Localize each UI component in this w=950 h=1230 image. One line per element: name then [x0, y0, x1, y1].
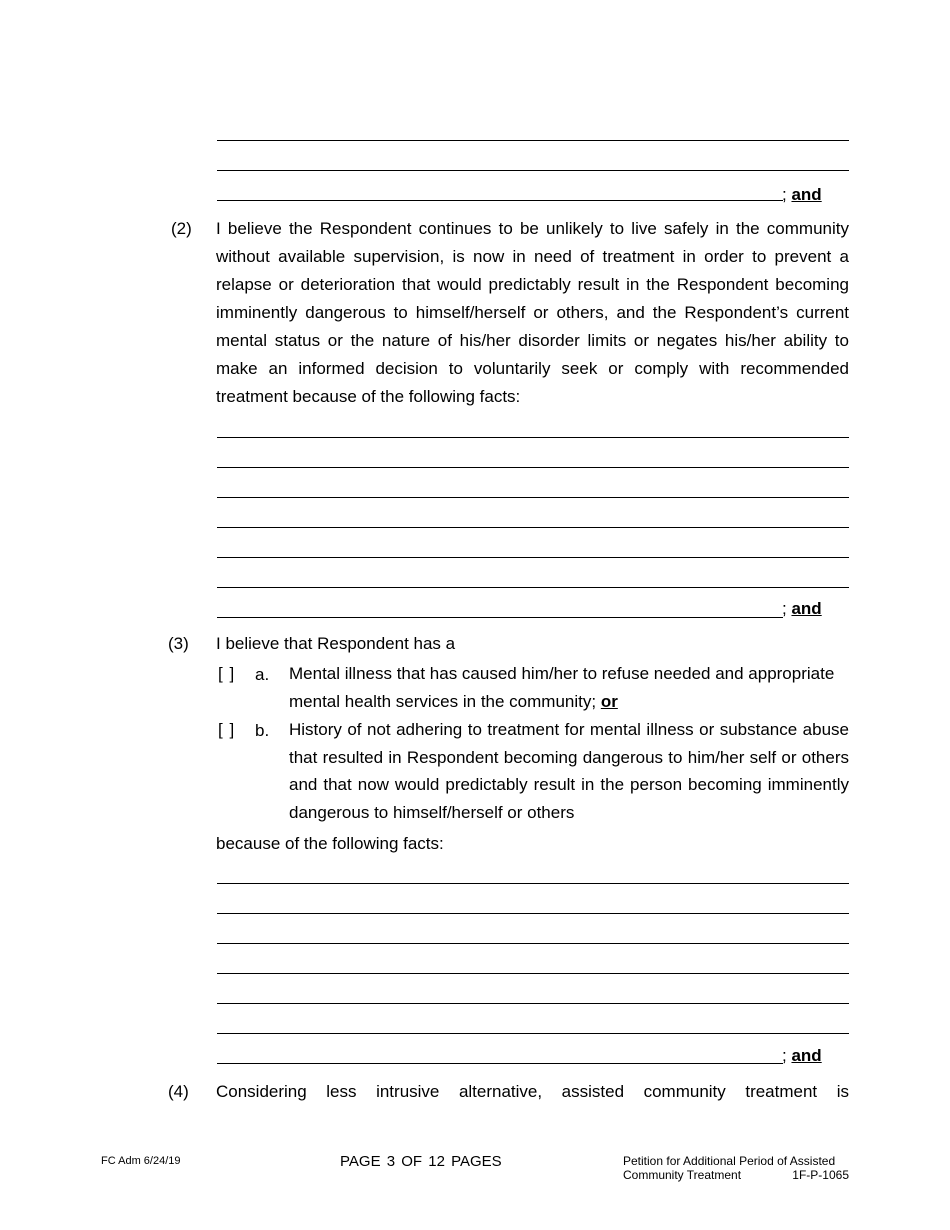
- and-tail: [782, 185, 822, 205]
- section-4-text: Considering less intrusive alternative, assisted community treatment is: [216, 1082, 849, 1101]
- fact-line[interactable]: [217, 170, 849, 171]
- fact-line[interactable]: [217, 467, 849, 468]
- fact-line[interactable]: [217, 943, 849, 944]
- section-number-2: (2): [171, 219, 192, 238]
- and-tail: [782, 1046, 822, 1066]
- and-label: and: [791, 599, 822, 618]
- option-a-letter: a.: [255, 665, 270, 684]
- fact-line[interactable]: [217, 913, 849, 914]
- checkbox-option-b[interactable]: [ ]: [218, 720, 236, 739]
- fact-line[interactable]: [217, 437, 849, 438]
- separator: ;: [782, 185, 787, 204]
- section-number-3: (3): [168, 634, 189, 653]
- form-title-line1: Petition for Additional Period of Assisted: [623, 1154, 836, 1168]
- page-number: PAGE 3 OF 12 PAGES: [340, 1153, 502, 1170]
- and-label: and: [791, 1046, 822, 1065]
- fact-line[interactable]: [217, 1003, 849, 1004]
- option-b-text: History of not adhering to treatment for mental illness or substance abuse that resulted in Respondent becoming dangerous to him/her self or others and that now would predictably result in the person becoming imminently dangerous to himself/herself or others: [289, 720, 849, 822]
- option-b-letter: b.: [255, 721, 270, 740]
- checkbox-option-a[interactable]: [ ]: [218, 664, 236, 683]
- or-label: or: [600, 691, 618, 711]
- fact-line[interactable]: [217, 1033, 849, 1034]
- fact-line[interactable]: [217, 497, 849, 498]
- and-label: and: [791, 185, 822, 204]
- section-number-4: (4): [168, 1082, 189, 1101]
- fact-line[interactable]: [217, 973, 849, 974]
- option-a-body: Mental illness that has caused him/her to refuse needed and appropriate mental health services in the community;: [289, 664, 835, 711]
- fact-line[interactable]: [217, 200, 783, 201]
- section-3-intro: I believe that Respondent has a: [216, 634, 456, 653]
- fact-line[interactable]: [217, 617, 783, 618]
- form-date: FC Adm 6/24/19: [101, 1155, 181, 1167]
- separator: ;: [782, 1046, 787, 1065]
- option-a-text: [289, 660, 849, 715]
- section-2-text: I believe the Respondent continues to be unlikely to live safely in the community without available supervision, is now in need of treatment in order to prevent a relapse or deterioration that would predictably result in the Respondent becoming imminently dangerous to himself/herself or others, and the Respondent’s current mental status or the nature of his/her disorder limits or negates his/her ability to make an informed decision to voluntarily seek or comply with recommended treatment because of the following facts:: [216, 219, 849, 406]
- fact-line[interactable]: [217, 140, 849, 141]
- fact-line[interactable]: [217, 883, 849, 884]
- fact-line[interactable]: [217, 527, 849, 528]
- fact-line[interactable]: [217, 587, 849, 588]
- form-title: [623, 1154, 849, 1182]
- section-3-outro: because of the following facts:: [216, 834, 444, 853]
- form-number: 1F-P-1065: [792, 1168, 849, 1182]
- form-title-line2: Community Treatment: [623, 1168, 742, 1182]
- and-tail: [782, 599, 822, 619]
- form-title-row2: [623, 1168, 849, 1182]
- fact-line[interactable]: [217, 1063, 783, 1064]
- fact-line[interactable]: [217, 557, 849, 558]
- separator: ;: [782, 599, 787, 618]
